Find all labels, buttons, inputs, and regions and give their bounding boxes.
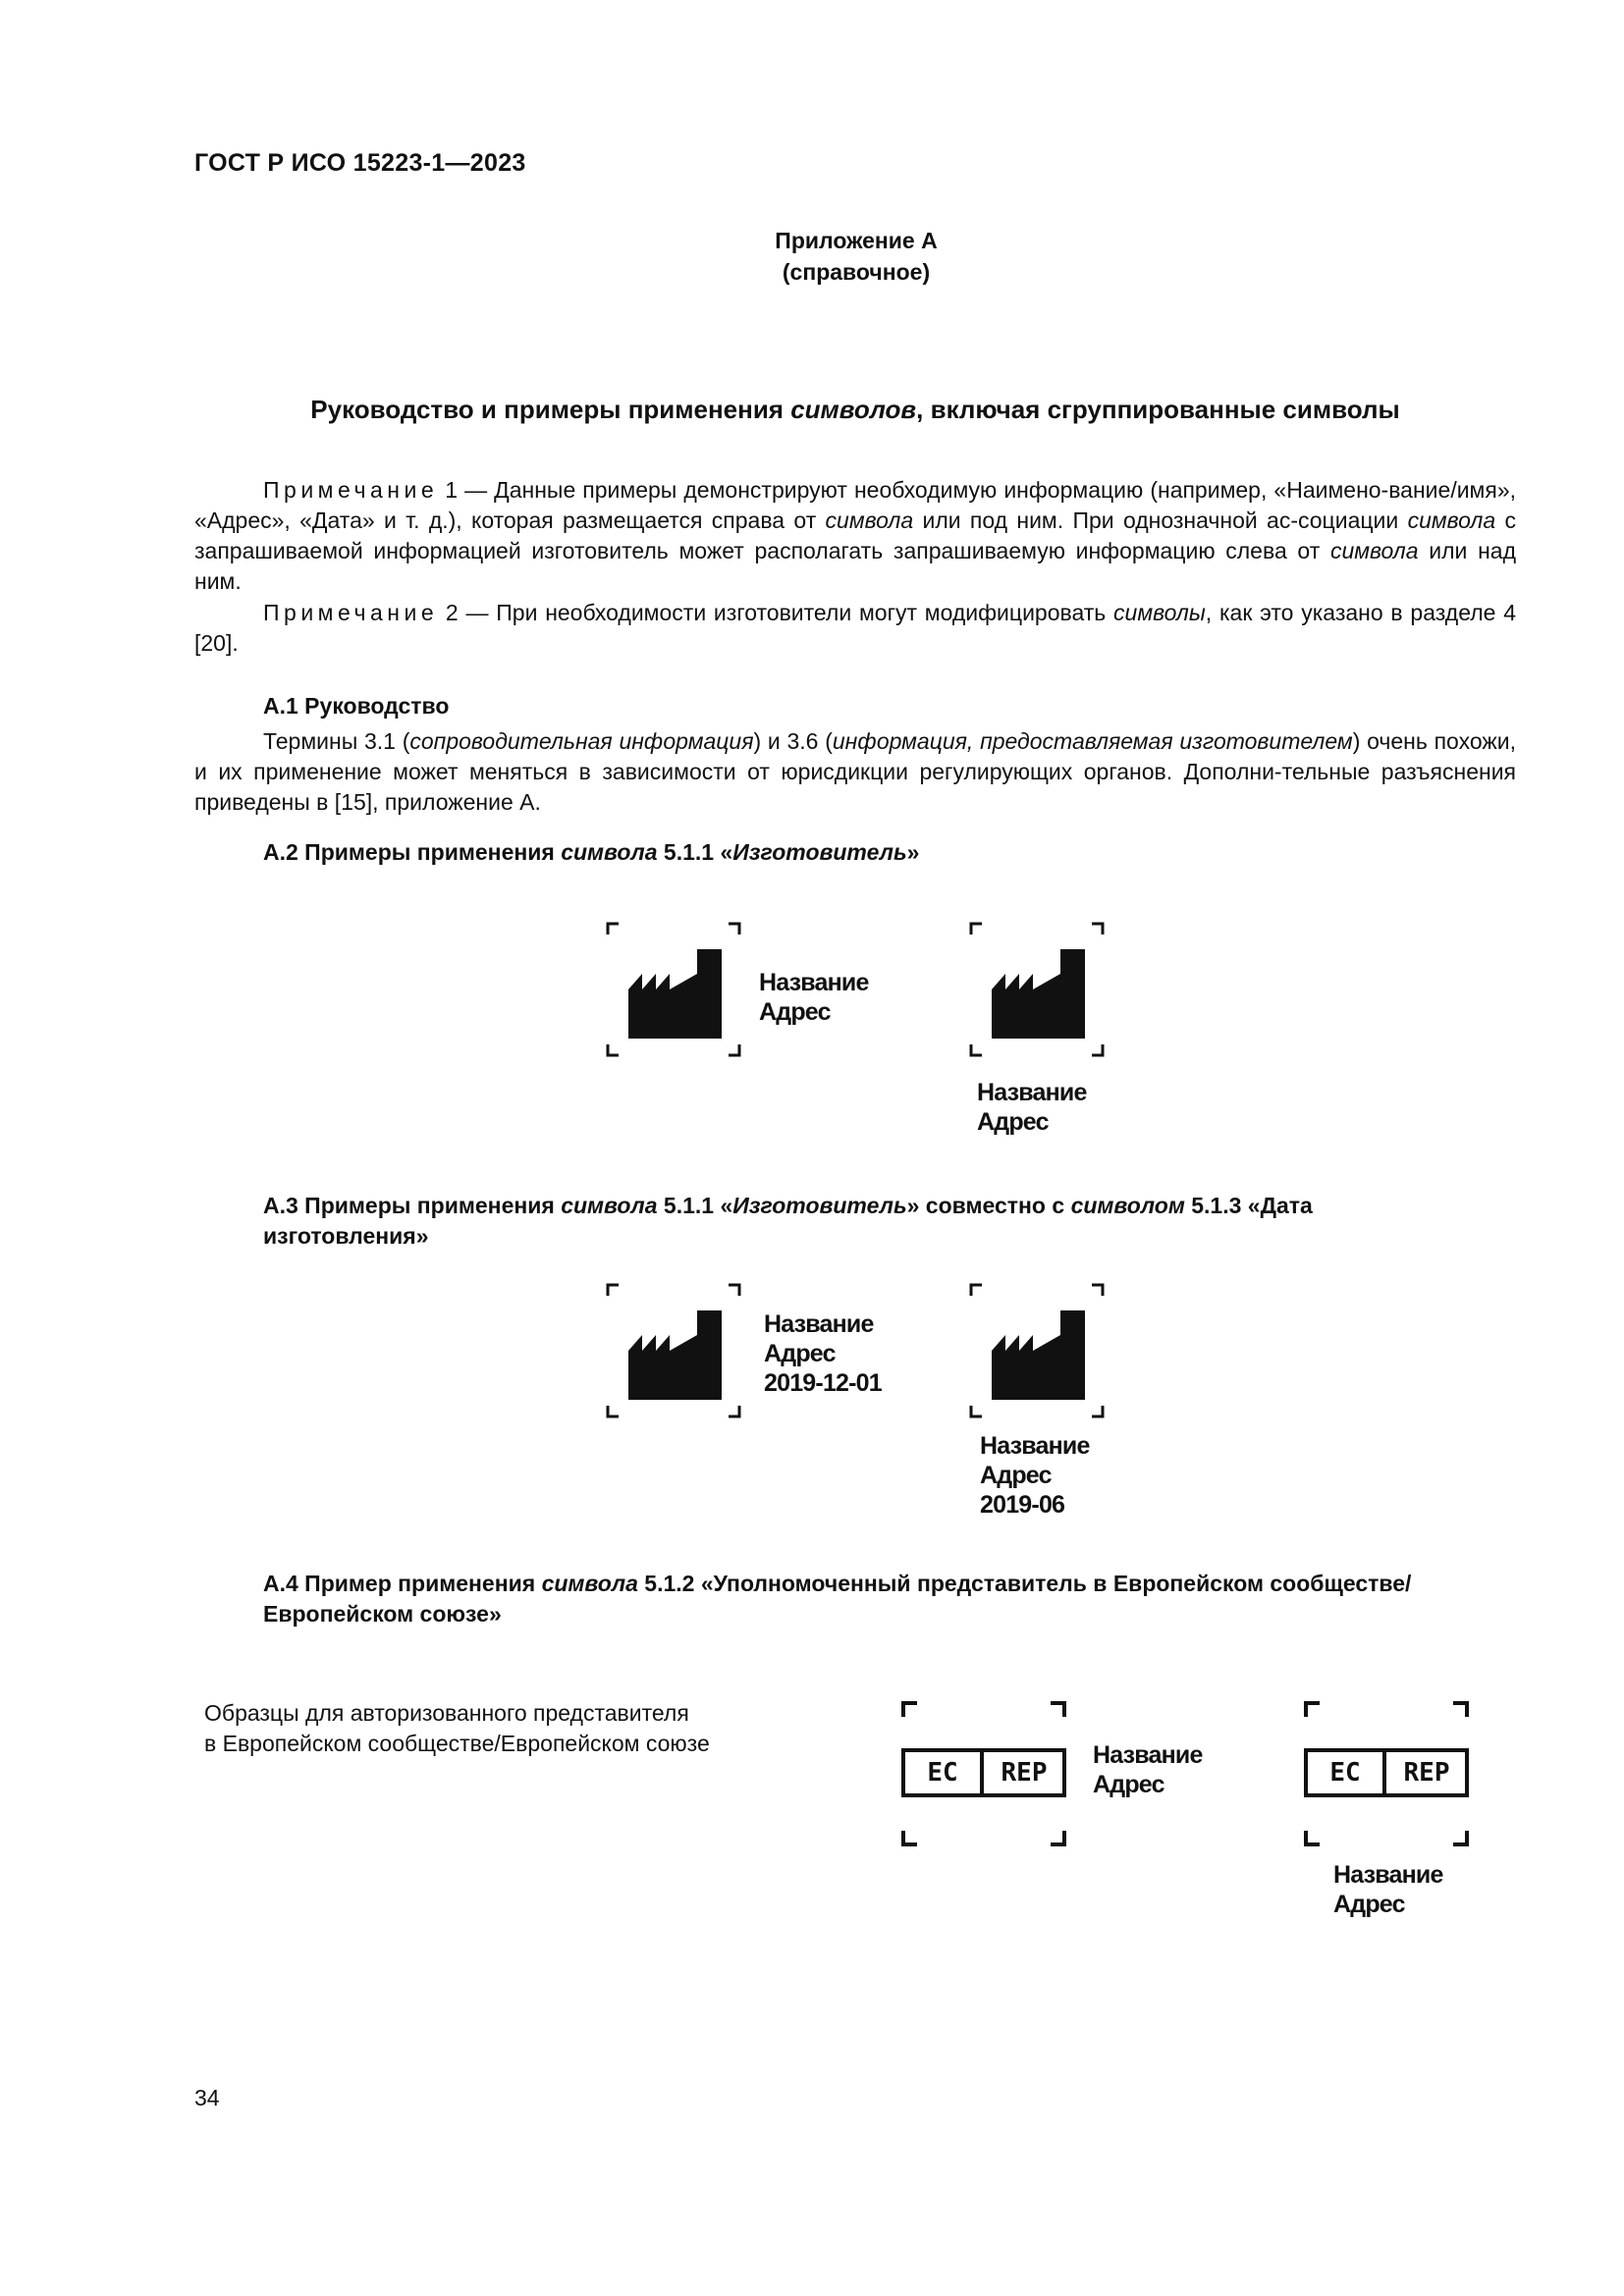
- a3-heading-text: А.3 Примеры применения: [263, 1193, 562, 1218]
- annex-name: Приложение А: [775, 228, 938, 253]
- label-name: Название: [1333, 1861, 1443, 1889]
- document-code: ГОСТ Р ИСО 15223-1—2023: [194, 149, 526, 177]
- label-name: Название: [980, 1432, 1090, 1460]
- note-text: , как это указано в разделе 4 [20].: [194, 600, 1516, 656]
- a1-text: ) очень похожи, и их применение может меняться в зависимости от юрисдикции регулирующих органов. Дополни-тельные разъяснения приведены в [15], приложение А.: [194, 728, 1516, 815]
- label-name: Название: [764, 1310, 874, 1338]
- section-a4-heading: [263, 1569, 1441, 1629]
- a3-heading-italic: символом: [1070, 1193, 1185, 1218]
- label-name: Название: [977, 1079, 1087, 1106]
- a3-heading-text: 5.1.3 «Дата изготовления»: [263, 1193, 1313, 1249]
- annex-kind: (справочное): [782, 259, 931, 285]
- note-text: с запрашиваемой информацией изготовитель может располагать запрашиваемую информацию слева от: [194, 507, 1516, 563]
- title-italic: символов: [790, 395, 917, 424]
- a1-text: Термины 3.1 (: [263, 728, 410, 754]
- label-address: Адрес: [764, 1340, 836, 1367]
- a2-heading-text: 5.1.1 «: [657, 839, 733, 865]
- a3-heading-text: 5.1.1 «: [657, 1193, 733, 1218]
- manufacturer-symbol-icon: [970, 1284, 1104, 1417]
- label-name: Название: [1093, 1741, 1203, 1769]
- a4-below-label: [1333, 1860, 1443, 1919]
- rep-text: REP: [1001, 1758, 1048, 1788]
- note-text: или под ним. При однозначной ас-социации: [913, 507, 1408, 533]
- ec-text: EC: [927, 1758, 958, 1788]
- samples-line: в Европейском сообществе/Европейском союзе: [204, 1731, 710, 1756]
- a2-heading-italic: Изготовитель: [732, 839, 907, 865]
- ec-text: EC: [1329, 1758, 1361, 1788]
- label-date: 2019-06: [980, 1491, 1065, 1519]
- manufacturer-symbol-icon: [607, 923, 740, 1056]
- a3-heading-italic: Изготовитель: [732, 1193, 907, 1218]
- a3-heading-italic: символа: [561, 1193, 658, 1218]
- note-label: Примечание: [263, 477, 439, 503]
- section-a1-text: [194, 726, 1516, 818]
- note-italic: символы: [1113, 600, 1206, 625]
- note-italic: символа: [825, 507, 914, 533]
- a3-right-label: [764, 1309, 882, 1398]
- a1-italic: информация, предоставляемая изготовителем: [832, 728, 1353, 754]
- rep-text: REP: [1403, 1758, 1450, 1788]
- a1-italic: сопроводительная информация: [409, 728, 754, 754]
- label-address: Адрес: [759, 998, 831, 1026]
- note-text: или над ним.: [194, 538, 1516, 594]
- label-address: Адрес: [980, 1462, 1052, 1489]
- a3-below-label: [980, 1431, 1090, 1520]
- a2-right-label: [759, 968, 869, 1027]
- label-address: Адрес: [1093, 1771, 1164, 1798]
- label-address: Адрес: [1333, 1891, 1405, 1918]
- a2-heading-text: А.2 Примеры применения: [263, 839, 562, 865]
- section-a2-heading: [263, 837, 919, 868]
- manufacturer-symbol-icon: [607, 1284, 740, 1417]
- a4-right-label: [1093, 1740, 1203, 1799]
- note-text: При необходимости изготовители могут модифицировать: [496, 600, 1114, 625]
- label-name: Название: [759, 969, 869, 996]
- a3-heading-text: » совместно с: [906, 1193, 1071, 1218]
- section-a3-heading: [263, 1191, 1441, 1252]
- note-italic: символа: [1407, 507, 1496, 533]
- a1-text: ) и 3.6 (: [753, 728, 833, 754]
- note-text: Данные примеры демонстрируют необходимую информацию (например, «Наимено-вание/имя», «Адрес», «Дата» и т. д.), которая размещается справа от: [194, 477, 1517, 533]
- a2-below-label: [977, 1078, 1087, 1137]
- page-number: 34: [194, 2085, 220, 2110]
- note-label: Примечание: [263, 600, 439, 625]
- samples-line: Образцы для авторизованного представителя: [204, 1700, 689, 1726]
- label-date: 2019-12-01: [764, 1369, 882, 1397]
- a4-heading-text: 5.1.2 «Уполномоченный представитель в Европейском сообществе/Европейском союзе»: [263, 1571, 1412, 1627]
- a4-heading-text: А.4 Пример применения: [263, 1571, 542, 1596]
- annex-title: [194, 395, 1516, 425]
- note-number: 1 —: [438, 477, 495, 503]
- section-a1-heading: А.1 Руководство: [263, 693, 450, 719]
- note-1: [194, 475, 1516, 597]
- label-address: Адрес: [977, 1108, 1049, 1136]
- a2-heading-italic: символа: [561, 839, 658, 865]
- note-number: 2 —: [438, 600, 497, 625]
- note-2: [194, 598, 1516, 659]
- title-text: , включая сгруппированные символы: [916, 395, 1400, 424]
- manufacturer-symbol-icon: [970, 923, 1104, 1056]
- samples-caption: [204, 1698, 710, 1759]
- a4-heading-italic: символа: [541, 1571, 638, 1596]
- a2-heading-text: »: [906, 839, 920, 865]
- note-italic: символа: [1329, 538, 1419, 563]
- title-text: Руководство и примеры применения: [310, 395, 791, 424]
